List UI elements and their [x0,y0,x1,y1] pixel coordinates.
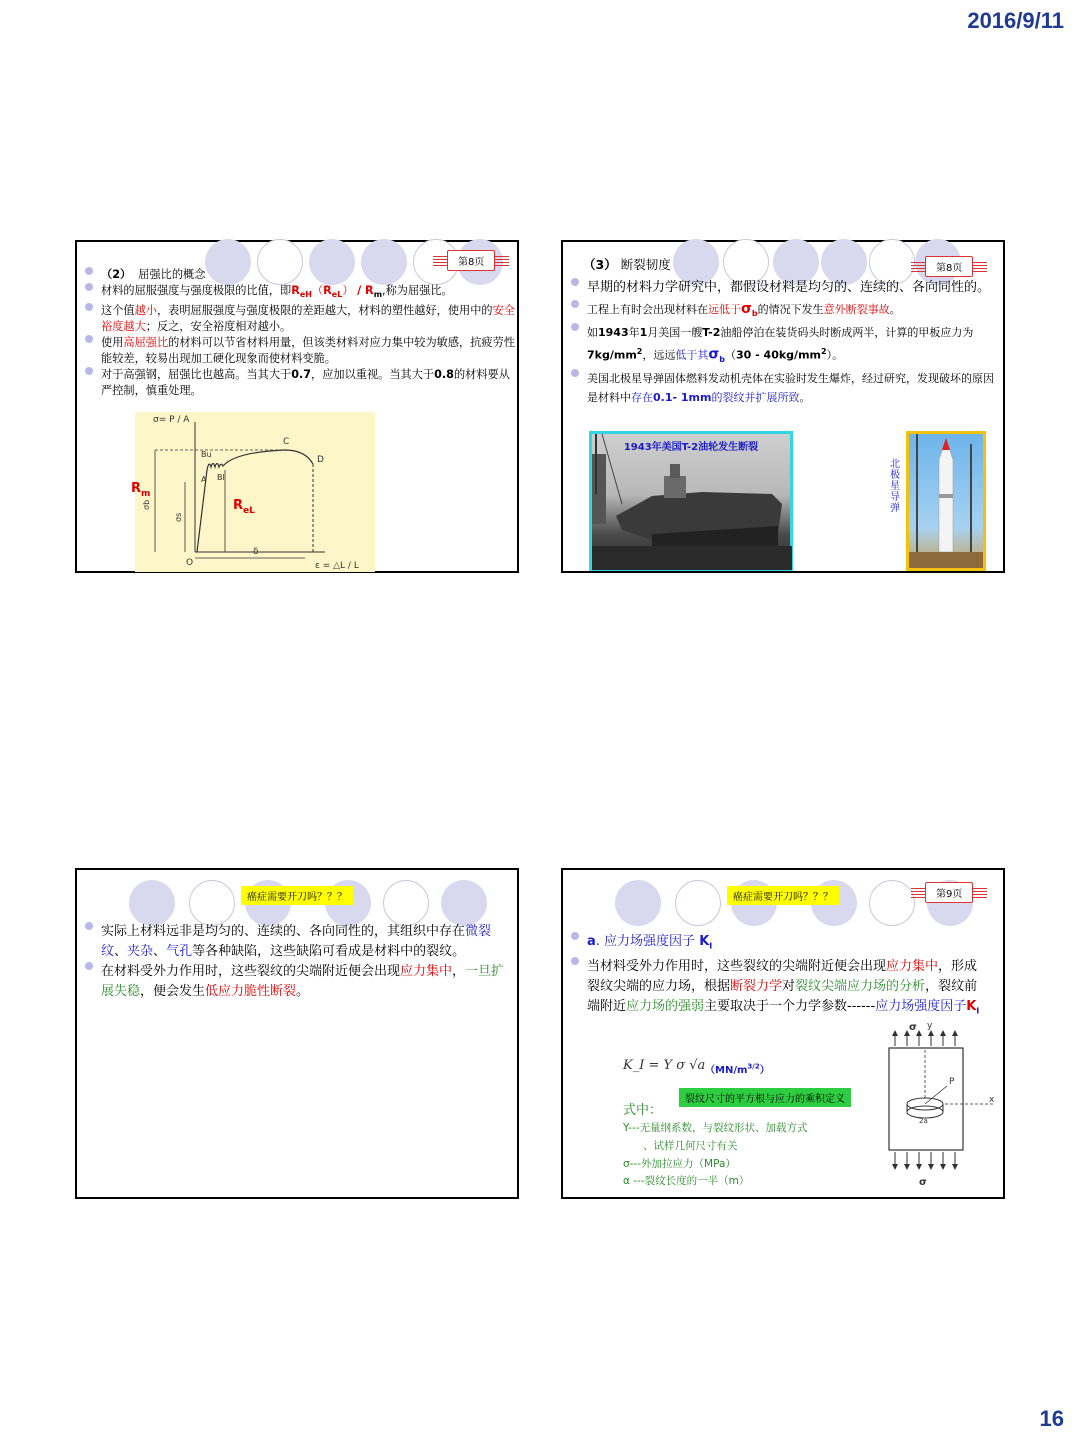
y-axis-label: σ= P / A [153,415,190,425]
stress-strain-figure [131,412,375,572]
point-d: D [317,455,324,465]
bullet-defects: 实际上材料远非是均匀的、连续的、各向同性的，其组织中存在微裂纹、夹杂、气孔等各种缺陷，这些缺陷可看成是材料中的裂纹。 [85,922,511,962]
bullet-list [571,278,997,407]
footer-page-number: 16 [1039,1406,1064,1431]
stress-strain-curve [131,412,375,572]
missile-photo [906,431,986,571]
delta-label: δ [253,547,259,557]
slide-stress-intensity [561,868,1005,1199]
diag-2a-label: 2a [919,1117,928,1125]
def-y-line1: Y---无量纲系数，与裂纹形状、加载方式 [623,1122,808,1134]
tanker-caption: 1943年美国T-2油轮发生断裂 [623,442,759,453]
point-bl: Bl [217,473,225,482]
slide-yield-ratio [75,240,519,573]
bullet-ki-title: a. 应力场强度因子 $K_I$ [571,932,987,957]
diag-y-label: y [927,1021,933,1031]
bullet-list [571,932,987,1021]
def-y-line2: 、试样几何尺寸有关 [643,1140,738,1152]
def-sigma: σ---外加拉应力（MPa） [623,1158,736,1170]
bullet-unexpected-fracture: 工程上有时会出现材料在远低于$\sigma_b$的情况下发生意外断裂事故。 [571,300,997,323]
bullet-list [85,267,515,399]
tanker-photo [589,431,793,571]
point-bu: Bu [201,450,212,459]
point-c: C [283,437,290,447]
crack-specimen-diagram [879,1020,999,1190]
bullet-concept: （2） 屈强比的概念 [85,267,515,283]
bullet-stress-concentration: 在材料受外力作用时，这些裂纹的尖端附近便会出现应力集中，一旦扩展失稳，便会发生低应力脆性断裂。 [85,962,511,1002]
bullet-tanker-1943: 如1943年1月美国一艘T-2油船停泊在装货码头时断成两半，计算的甲板应力为$7kg/mm^2$，远远低于其$\sigma_b(30 - 40kg/mm^2)$。 [571,323,997,369]
bullet-smaller-value: 这个值越小，表明屈服强度与强度极限的差距越大，材料的塑性越好，使用中的安全裕度越大；反之，安全裕度相对越小。 [85,303,515,335]
page-tag: 第9页 [925,882,973,903]
bullet-early-assumption: 早期的材料力学研究中，都假设材料是均匀的、连续的、各向同性的。 [571,278,997,297]
diag-sigma-bottom: σ [919,1177,927,1188]
diag-x-label: x [989,1095,995,1105]
diag-sigma-top: σ [909,1022,917,1033]
ki-unit: $(MN/m^{3/2})$ [705,1062,770,1076]
question-tag: 癌症需要开刀吗？？？ [241,886,353,905]
bullet-high-strength: 对于高强钢，屈强比也越高。当其大于0.7，应加以重视。当其大于0.8的材料要从严控制，慎重处理。 [85,367,515,399]
point-a: A [201,475,207,484]
shizhong-label: 式中： [623,1103,663,1118]
header-date: 2016/9/11 [967,8,1064,33]
question-tag: 癌症需要开刀吗？？？ [727,886,839,905]
slide-fracture-toughness [561,240,1005,573]
bullet-polaris-missile: 美国北极星导弹固体燃料发动机壳体在实验时发生爆炸，经过研究，发现破坏的原因是材料中存在0.1- 1mm的裂纹并扩展所致。 [571,369,997,407]
section-title: （3） 断裂韧度 [583,257,671,272]
diag-p-label: P [949,1077,955,1087]
definition-note: 裂纹尺寸的平方根与应力的乘积定义 [679,1088,851,1107]
sigma-b-label: σb [142,499,151,510]
bullet-high-ratio: 使用高屈强比的材料可以节省材料用量，但该类材料对应力集中较为敏感，抗疲劳性能较差，较易出现加工硬化现象而使材料变脆。 [85,335,515,367]
missile-image [909,434,983,568]
bullet-ki-definition: 当材料受外力作用时，这些裂纹的尖端附近便会出现应力集中，形成裂纹尖端的应力场，根据断裂力学对裂纹尖端应力场的分析，裂纹前端附近应力场的强弱主要取决于一个力学参数------应力场强度因子$K_I$ [571,957,987,1022]
page-tag: 第8页 [447,250,495,271]
x-axis-label: ε = △L / L [315,561,359,571]
slide-defects [75,868,519,1199]
tanker-image [592,434,792,570]
page-tag: 第8页 [925,256,973,277]
missile-caption: 北极星导弹 [890,459,900,514]
ki-formula: K_I = Y σ √a [623,1058,706,1073]
def-a: α ---裂纹长度的一半（m） [623,1175,750,1187]
sigma-s-label: σs [174,512,183,522]
label-rm: $R_m$ [131,481,151,499]
label-rel: $R_{eL}$ [233,498,255,516]
bullet-definition: 材料的屈服强度与强度极限的比值，即$R_{eH}(R_{eL}) / R_m$,称为屈强比。 [85,283,515,303]
bullet-list [85,922,511,1002]
point-o: O [186,558,194,568]
